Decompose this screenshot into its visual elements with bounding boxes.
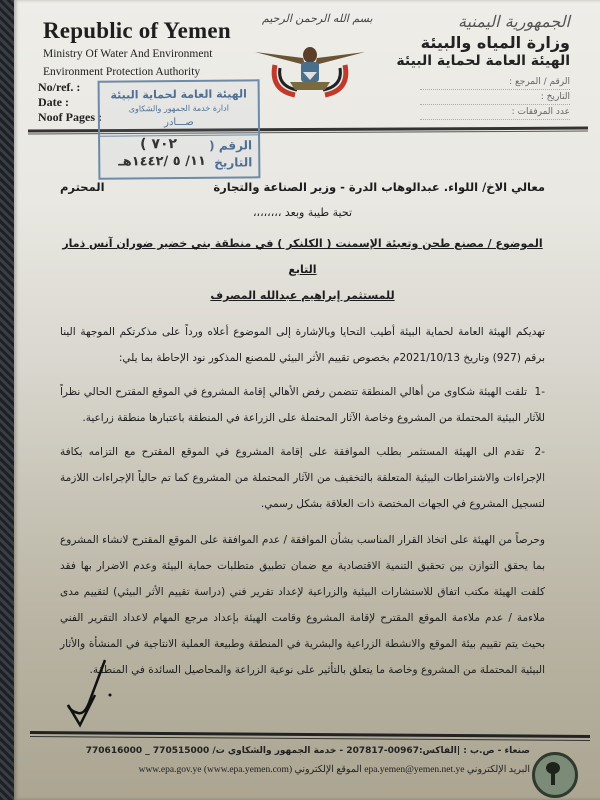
yemen-eagle-emblem-icon [245, 10, 375, 100]
signature-mark [50, 655, 130, 730]
list-item [60, 439, 545, 517]
footer-web-email: البريد الإلكتروني epa.yemen@yemen.net.ye الموقع الإلكتروني www.epa.gov.ye (www.epa.yemen.com) [138, 765, 530, 775]
subject-line-1: الموضوع / مصنع طحن وتعبئة الإسمنت ( الكلنكر ) في منطقة بني خضير ضوران آنس ذمار التابع [62, 237, 543, 276]
item-text: تلقت الهيئة شكاوى من أهالي المنطقة تتضمن رفض الأهالي إقامة المشروع في الموقع المقترح الحالي نظراً للآثار البيئية المحتملة من المشروع وخاصة الآثار المحتملة على الزراعة في المنطقة باعتبارها منطقة زراعية. [60, 386, 545, 424]
intro-paragraph: تهديكم الهيئة العامة لحماية البيئة أطيب التحايا وبالإشارة إلى الموضوع أعلاه ورداً على مذكرتكم الموجهة الينا برقم (927) وتاريخ 2021/10/13م بخصوص تقييم الأثر البيئي للمصنع المذكور نود الإحاطة بما يلي: [60, 326, 545, 364]
stamp-number-value: ٧٠٢ ) [140, 136, 178, 153]
closing-paragraph: وحرصاً من الهيئة على اتخاذ القرار المناسب بشأن الموافقة / عدم الموافقة على الموقع المقترح لانشاء المشروع بما يحقق التوازن بين تحقيق التنمية الاقتصادية مع ضمان تطبيق متطلبات حماية البيئة وعدم الاضرار بها فقد كلفت الهيئة مكتب اتفاق للاستشارات البيئية والزراعية لإعداد تقرير فني (دراسة تقييم الأثر البيئي) لتقييم مدى ملاءمة / عدم ملاءمة الموقع المقترح لإقامة المشروع وقامت الهيئة بإعداد مرجع المهام لاعداد التقرير الفني بحيث يتم تقييم بيئة الموقع والانشطة الزراعية والبشرية في المنطقة وطبيعة العملية الانتاجية في المنشأة والأثار البيئية المحتملة من المشروع وخاصة ما يتعلق بالتأثير على نوعية الزراعة والمحاصيل السائدة في المنطقة. [60, 534, 545, 676]
epa-tree-logo-icon [532, 752, 578, 798]
stamp-date-label: التاريخ [214, 155, 253, 170]
stamp-department: ادارة خدمة الجمهور والشكاوى [128, 103, 229, 114]
ministry-name-ar: وزارة المياه والبيئة [420, 33, 570, 52]
stamp-outgoing: صـــادر [164, 116, 194, 129]
stamp-authority: الهيئة العامة لحماية البيئة [110, 87, 247, 102]
item-number: -1 [534, 386, 545, 398]
reference-fields-ar [420, 75, 570, 120]
item-text: تقدم الى الهيئة المستثمر بطلب الموافقة على إقامة المشروع في الموقع المقترح مع التزامه بكافة الإجراءات والاشتراطات البيئية المتعلقة بالتخفيف من الآثار المحتملة من المشروع كما تم حالياً الإجراءات اللازمة لتسجيل المشروع في الجهات المختصة ذات العلاقة بشكل رسمي. [60, 446, 545, 510]
subject-line-2: للمستثمر إبراهيم عبدالله المصرف [210, 289, 395, 302]
ref-field-ar: الرقم / المرجع : [420, 75, 570, 90]
honorific: المحترم [60, 180, 105, 194]
footer-address-phones: صنعاء - ص.ب : |الفاكس:00967-207817 - خدمة الجمهور والشكاوي ت/ 770515000 _ 770616000 [85, 746, 530, 756]
stamp-number-box [100, 134, 258, 176]
ministry-name-en: Ministry Of Water And Environment [43, 48, 213, 60]
outgoing-stamp [98, 79, 261, 179]
footer-contacts [25, 742, 530, 775]
authority-name-ar: الهيئة العامة لحماية البيئة [396, 53, 570, 69]
stamp-number-label: الرقم ( [209, 138, 253, 153]
stamp-date-value: ١١/ ٥ /١٤٤٢هـ [118, 153, 206, 170]
addressee: معالي الاخ/ اللواء. عبدالوهاب الدرة - وزير الصناعة والتجارة [213, 180, 545, 194]
list-item [60, 379, 545, 431]
attachments-field-ar: عدد المرفقات : [420, 105, 570, 120]
reference-fields-en [38, 80, 102, 125]
country-name-ar: الجمهورية اليمنية [457, 12, 570, 31]
date-field-ar: التاريخ : [420, 90, 570, 105]
letter-body [60, 180, 545, 683]
date-field: Date : [38, 95, 69, 109]
item-number: -2 [534, 446, 546, 458]
greeting: تحية طيبة وبعد ،،،،،،،، [252, 206, 353, 219]
authority-name-en: Environment Protection Authority [43, 66, 201, 78]
letterhead-english [43, 18, 231, 78]
basmala-text: بسم الله الرحمن الرحيم [262, 12, 373, 25]
country-name-en: Republic of Yemen [43, 18, 231, 43]
letterhead-arabic [396, 12, 570, 69]
addressee-line [60, 180, 545, 194]
ref-field: No/ref. : [38, 80, 81, 94]
pages-field: Noof Pages : [38, 110, 102, 124]
subject [60, 231, 545, 309]
